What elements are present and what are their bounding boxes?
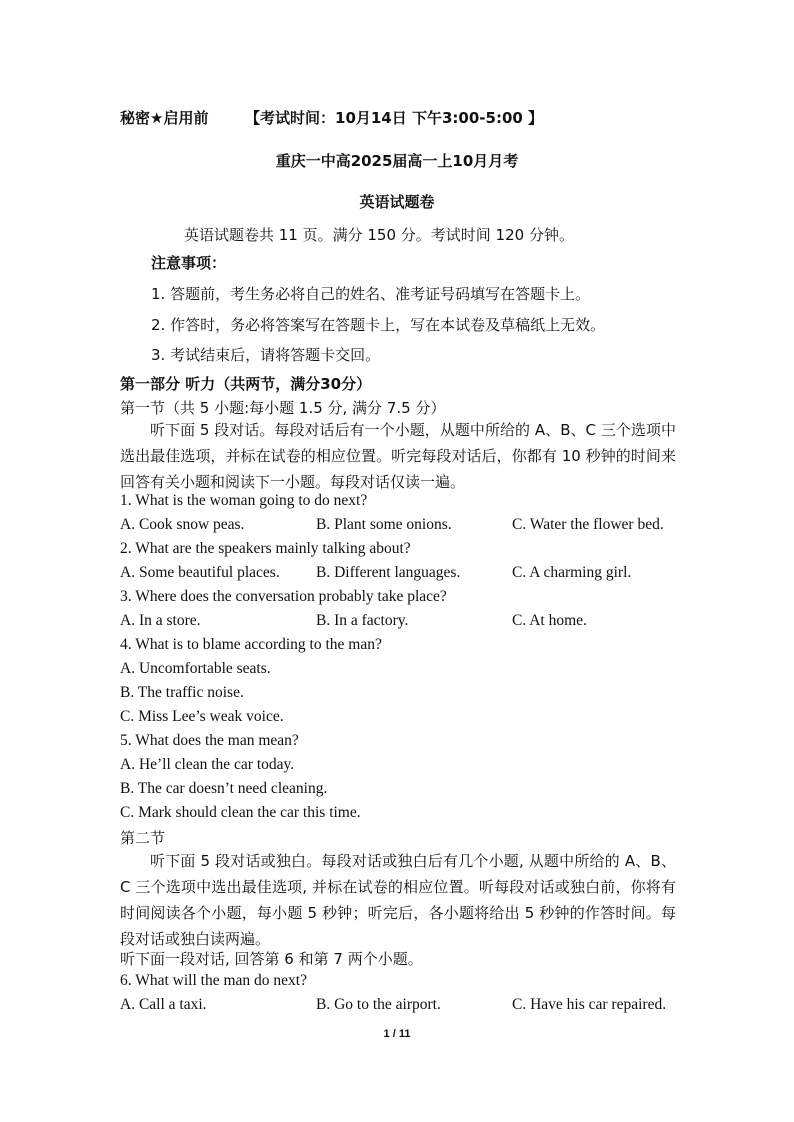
q4-option-b: B. The traffic noise. bbox=[120, 684, 244, 701]
paper-subtitle: 英语试题卷 bbox=[359, 193, 435, 211]
section1-heading: 第一节（共 5 小题:每小题 1.5 分, 满分 7.5 分） bbox=[120, 399, 446, 417]
exam-time: 【考试时间：10月14日 下午3:00-5:00 】 bbox=[245, 109, 544, 127]
q3-option-b: B. In a factory. bbox=[316, 612, 409, 629]
question-6: 6. What will the man do next? bbox=[120, 972, 307, 989]
section2-heading: 第二节 bbox=[120, 829, 166, 847]
exam-title: 重庆一中高2025届高一上10月月考 bbox=[275, 152, 519, 170]
q5-option-a: A. He’ll clean the car today. bbox=[120, 756, 295, 773]
q5-option-c: C. Mark should clean the car this time. bbox=[120, 804, 361, 821]
q2-option-b: B. Different languages. bbox=[316, 564, 461, 581]
question-5: 5. What does the man mean? bbox=[120, 732, 299, 749]
q3-option-a: A. In a store. bbox=[120, 612, 201, 629]
q2-option-c: C. A charming girl. bbox=[512, 564, 632, 581]
question-2: 2. What are the speakers mainly talking about? bbox=[120, 540, 411, 557]
section2-instructions: 听下面 5 段对话或独白。每段对话或独白后有几个小题, 从题中所给的 A、B、C 三个选项中选出最佳选项, 并标在试卷的相应位置。听每段对话或独白前，你将有时间阅读各个小题，每小题 5 秒钟；听完后，各小题将给出 5 秒钟的作答时间。每段对话或独白读两遍。 bbox=[120, 852, 676, 948]
section1-instructions: 听下面 5 段对话。每段对话后有一个小题，从题中所给的 A、B、C 三个选项中选出最佳选项，并标在试卷的相应位置。听完每段对话后，你都有 10 秒钟的时间来回答有关小题和阅读下一小题。每段对话仅读一遍。 bbox=[120, 421, 676, 491]
question-3: 3. Where does the conversation probably take place? bbox=[120, 588, 447, 605]
q5-option-b: B. The car doesn’t need cleaning. bbox=[120, 780, 328, 797]
q4-option-c: C. Miss Lee’s weak voice. bbox=[120, 708, 284, 725]
page-number: 1 / 11 bbox=[383, 1028, 411, 1040]
note-item: 3. 考试结束后，请将答题卡交回。 bbox=[151, 346, 381, 364]
secret-label: 秘密★启用前 bbox=[120, 109, 209, 127]
q1-option-b: B. Plant some onions. bbox=[316, 516, 452, 533]
part1-heading: 第一部分 听力（共两节，满分30分） bbox=[120, 375, 372, 393]
q4-option-a: A. Uncomfortable seats. bbox=[120, 660, 271, 677]
q6-option-a: A. Call a taxi. bbox=[120, 996, 207, 1013]
q6-option-c: C. Have his car repaired. bbox=[512, 996, 667, 1013]
q1-option-c: C. Water the flower bed. bbox=[512, 516, 664, 533]
question-1: 1. What is the woman going to do next? bbox=[120, 492, 368, 509]
q3-option-c: C. At home. bbox=[512, 612, 587, 629]
section2-lead: 听下面一段对话, 回答第 6 和第 7 两个小题。 bbox=[120, 950, 423, 968]
note-item: 1. 答题前，考生务必将自己的姓名、准考证号码填写在答题卡上。 bbox=[151, 285, 591, 303]
q2-option-a: A. Some beautiful places. bbox=[120, 564, 280, 581]
note-item: 2. 作答时，务必将答案写在答题卡上，写在本试卷及草稿纸上无效。 bbox=[151, 316, 606, 334]
q6-option-b: B. Go to the airport. bbox=[316, 996, 441, 1013]
question-4: 4. What is to blame according to the man? bbox=[120, 636, 382, 653]
paper-intro: 英语试题卷共 11 页。满分 150 分。考试时间 120 分钟。 bbox=[184, 226, 574, 244]
q1-option-a: A. Cook snow peas. bbox=[120, 516, 245, 533]
notes-heading: 注意事项： bbox=[151, 254, 227, 272]
